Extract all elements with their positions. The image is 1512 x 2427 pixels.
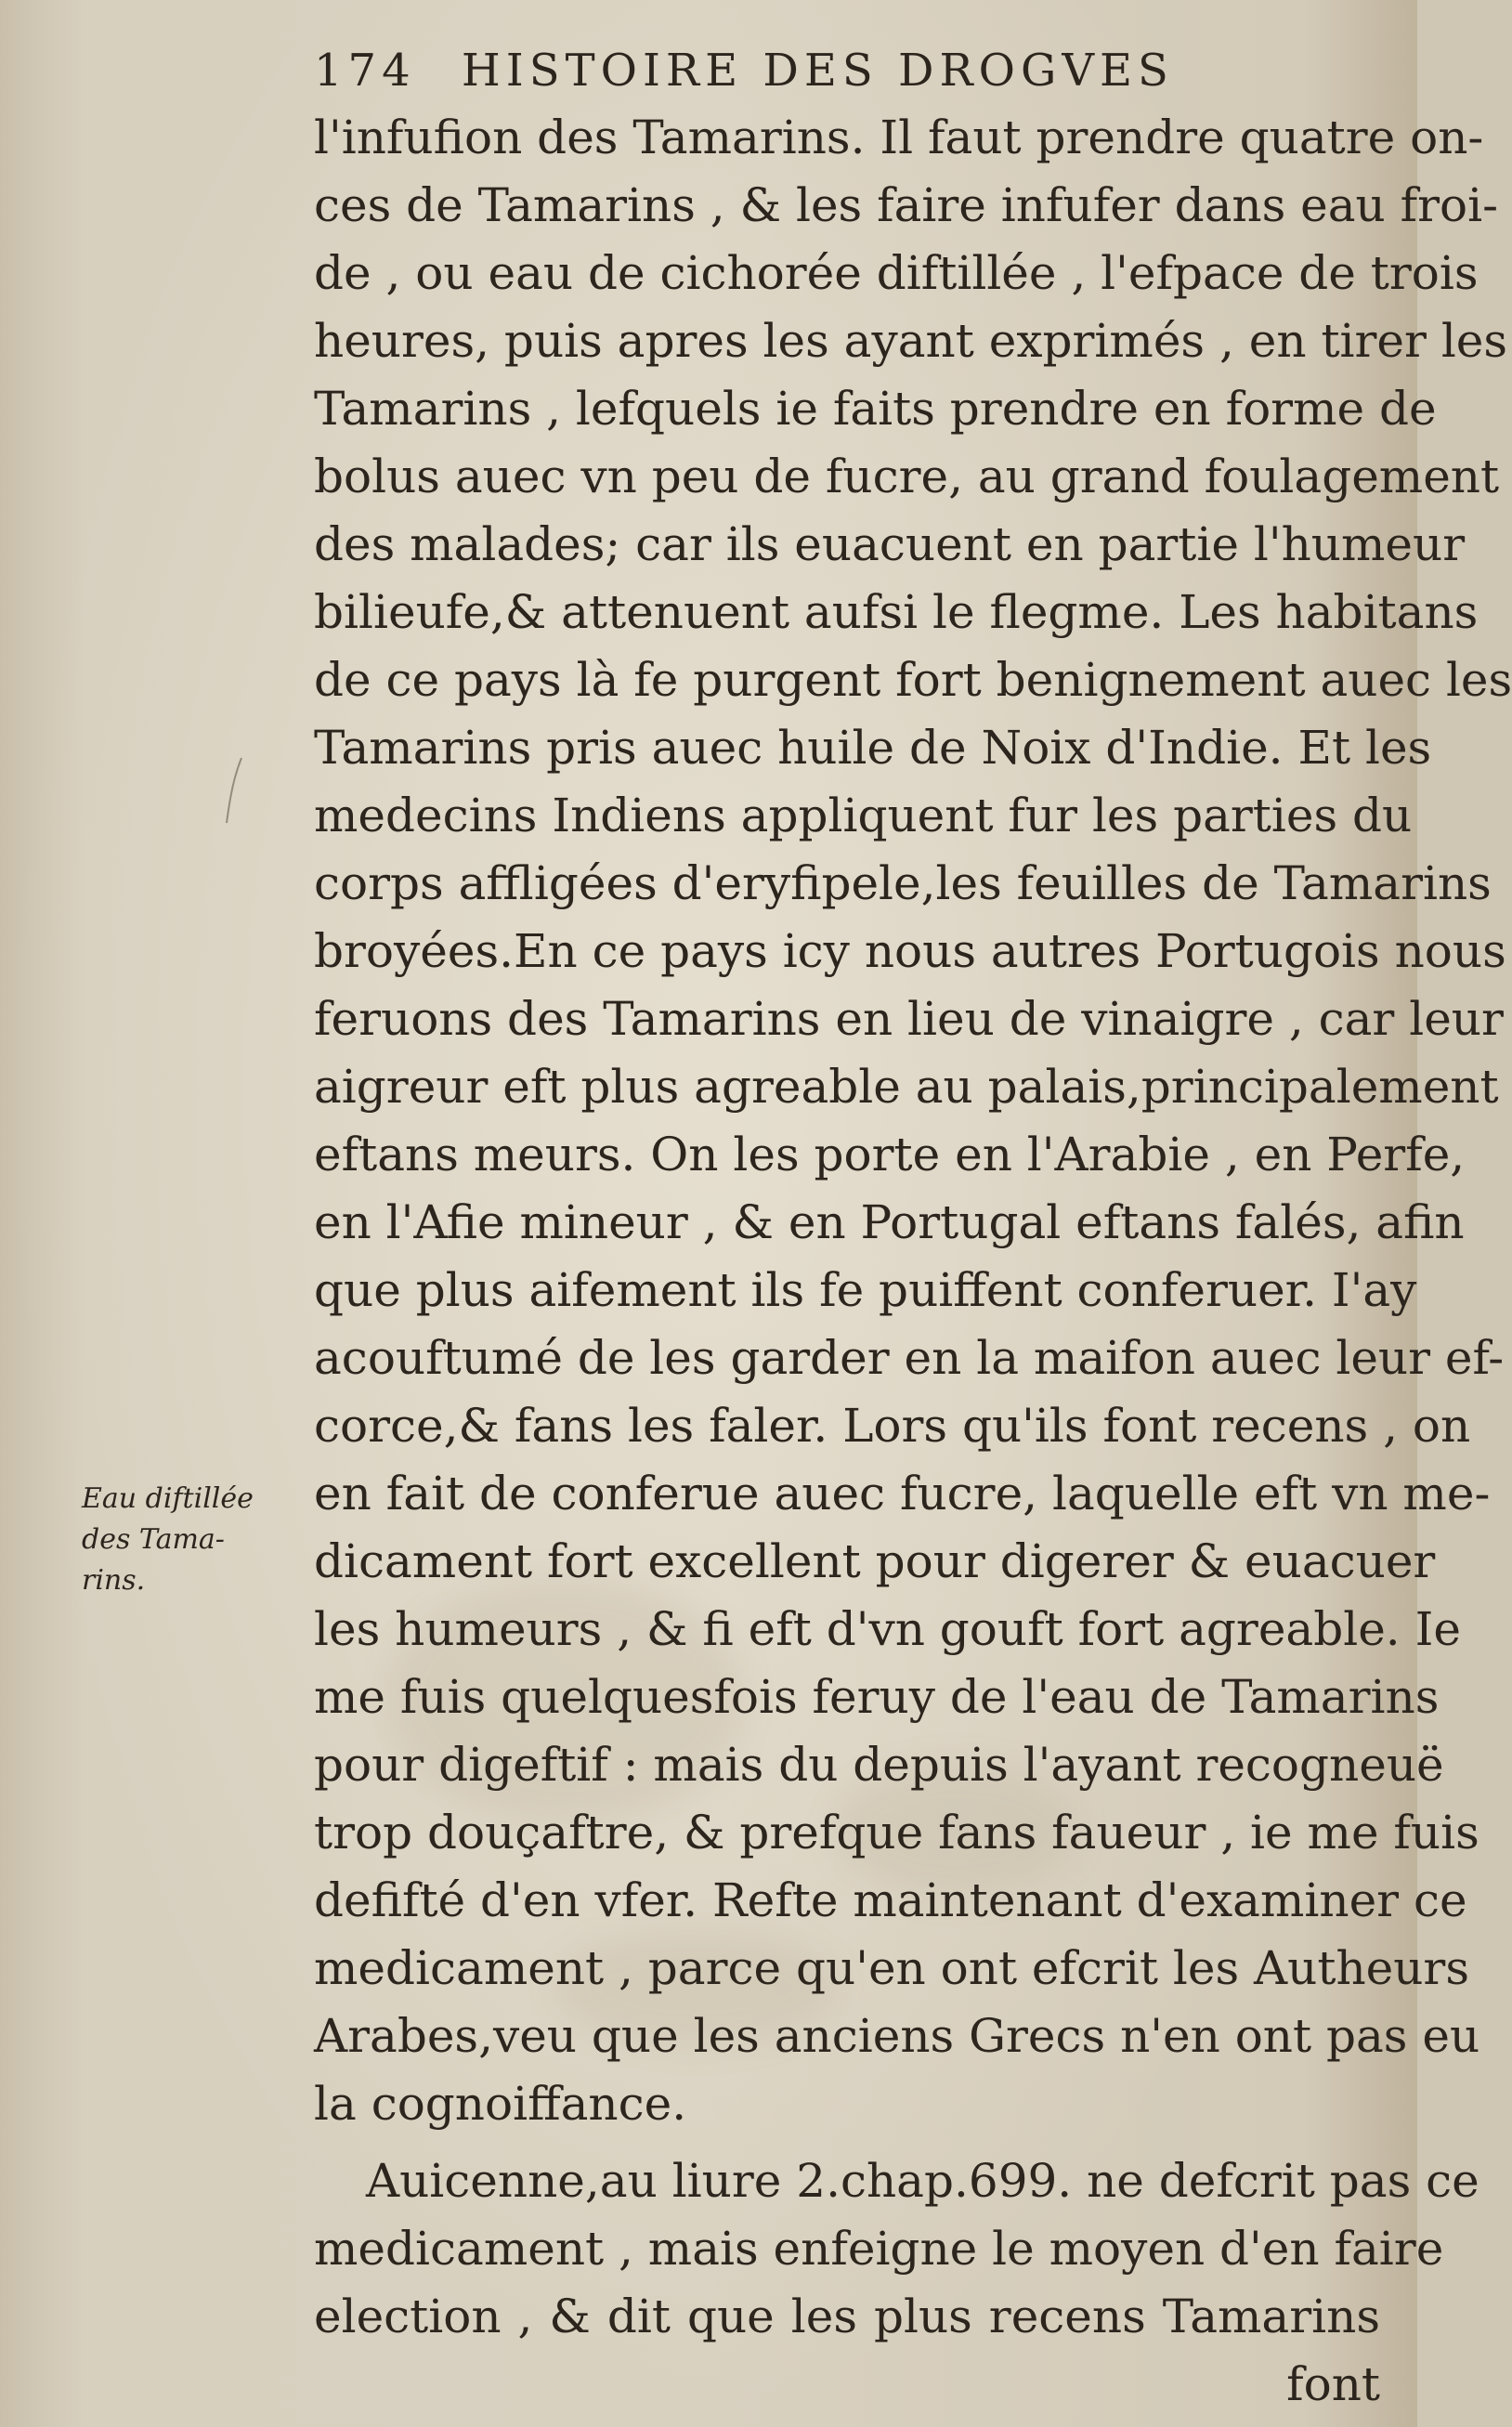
- text-line: corps affligées d'eryfipele,les feuilles de Tamarins: [314, 856, 1492, 910]
- text-line: medicament , parce qu'en ont efcrit les Autheurs: [314, 1941, 1469, 1995]
- paragraph-start-line: Auicenne,au liure 2.chap.699. ne defcrit pas ce: [366, 2154, 1479, 2208]
- text-line: que plus aifement ils fe puiffent conferuer. I'ay: [314, 1263, 1417, 1317]
- text-line: acouftumé de les garder en la maifon auec leur ef-: [314, 1331, 1505, 1385]
- text-line: defifté d'en vfer. Refte maintenant d'examiner ce: [314, 1873, 1467, 1927]
- text-line: les humeurs , & fi eft d'vn gouft fort agreable. Ie: [314, 1602, 1461, 1656]
- pencil-mark: [221, 754, 249, 829]
- text-line: broyées.En ce pays icy nous autres Portugois nous: [314, 924, 1506, 978]
- text-line: de , ou eau de cichorée diftillée , l'efpace de trois: [314, 246, 1479, 300]
- text-line: dicament fort excellent pour digerer & euacuer: [314, 1534, 1436, 1588]
- text-line: heures, puis apres les ayant exprimés , en tirer les: [314, 314, 1508, 368]
- margin-note-line: rins.: [82, 1564, 146, 1597]
- text-line: aigreur eft plus agreable au palais,principalement: [314, 1060, 1499, 1114]
- text-line: me fuis quelquesfois feruy de l'eau de Tamarins: [314, 1670, 1440, 1724]
- text-line: pour digeftif : mais du depuis l'ayant recogneuë: [314, 1738, 1444, 1792]
- text-line: corce,& fans les faler. Lors qu'ils font recens , on: [314, 1399, 1471, 1453]
- text-line: de ce pays là fe purgent fort benignement auec les: [314, 653, 1512, 707]
- text-line: ces de Tamarins , & les faire infufer dans eau froi-: [314, 178, 1499, 232]
- text-line: feruons des Tamarins en lieu de vinaigre , car leur: [314, 992, 1504, 1046]
- text-line: bilieufe,& attenuent aufsi le flegme. Les habitans: [314, 585, 1479, 639]
- margin-note-line: Eau diftillée: [82, 1482, 254, 1515]
- text-line: des malades; car ils euacuent en partie l'humeur: [314, 517, 1466, 571]
- text-line: l'infufion des Tamarins. Il faut prendre quatre on-: [314, 111, 1484, 164]
- running-title: HISTOIRE DES DROGVES: [461, 45, 1174, 97]
- main-text: [314, 104, 1512, 2419]
- text-line: trop douçaftre, & prefque fans faueur , ie me fuis: [314, 1806, 1479, 1859]
- text-line: Tamarins , lefquels ie faits prendre en forme de: [314, 382, 1437, 436]
- text-line: election , & dit que les plus recens Tamarins: [314, 2290, 1380, 2343]
- margin-note: [82, 1479, 305, 1601]
- text-line: en l'Afie mineur , & en Portugal eftans falés, afin: [314, 1195, 1465, 1249]
- page-number: 174: [314, 45, 416, 97]
- text-line: bolus auec vn peu de fucre, au grand foulagement: [314, 450, 1500, 503]
- text-line: la cognoiffance.: [314, 2077, 687, 2131]
- catchword: font: [1286, 2357, 1380, 2411]
- text-line: Tamarins pris auec huile de Noix d'Indie. Et les: [314, 721, 1432, 775]
- running-header: [314, 45, 1336, 110]
- text-line: en fait de conferue auec fucre, laquelle eft vn me-: [314, 1467, 1491, 1520]
- text-line: Arabes,veu que les anciens Grecs n'en ont pas eu: [314, 2009, 1480, 2063]
- text-line: medicament , mais enfeigne le moyen d'en faire: [314, 2222, 1444, 2276]
- text-line: medecins Indiens appliquent fur les parties du: [314, 789, 1413, 842]
- text-line: eftans meurs. On les porte en l'Arabie , en Perfe,: [314, 1128, 1466, 1181]
- margin-note-line: des Tama-: [82, 1523, 225, 1556]
